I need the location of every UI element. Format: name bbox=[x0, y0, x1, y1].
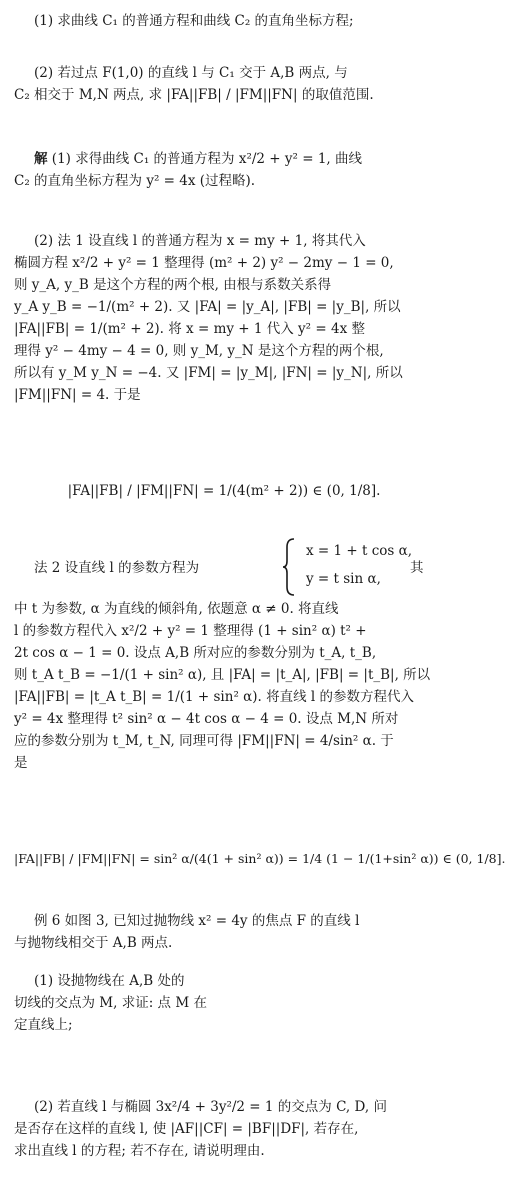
example-6-part-2 bbox=[14, 1096, 434, 1162]
text-line: y_A y_B = −1/(m² + 2). 又 |FA| = |y_A|, |FB| = |y_B|, 所以 bbox=[14, 299, 401, 315]
text-line: l 的参数方程代入 x²/2 + y² = 1 整理得 (1 + sin² α) t² + bbox=[14, 623, 367, 639]
display-equation-1 bbox=[14, 480, 434, 502]
method-2-system bbox=[14, 537, 434, 597]
text-line: 切线的交点为 M, 求证: 点 M 在 bbox=[14, 995, 207, 1011]
text-line: 中 t 为参数, α 为直线的倾斜角, 依题意 α ≠ 0. 将直线 bbox=[14, 601, 339, 617]
solution-label: 解 bbox=[34, 151, 48, 167]
example-6-part-1 bbox=[14, 970, 434, 1036]
text-line: |FA||FB| = |t_A t_B| = 1/(1 + sin² α). 将直线 l 的参数方程代入 bbox=[14, 689, 415, 705]
display-equation-2 bbox=[14, 848, 505, 870]
text-line: 应的参数分别为 t_M, t_N, 同理可得 |FM||FN| = 4/sin² α. 于 bbox=[14, 733, 394, 749]
example-6 bbox=[14, 910, 434, 954]
solution-part-1 bbox=[14, 148, 434, 192]
text-line: (1) 设抛物线在 A,B 处的 bbox=[34, 973, 185, 989]
text-line: 是否存在这样的直线 l, 使 |AF||CF| = |BF||DF|, 若存在, bbox=[14, 1121, 359, 1137]
text-line: |FM||FN| = 4. 于是 bbox=[14, 387, 141, 403]
solution-text: (1) 求得曲线 C₁ 的普通方程为 x²/2 + y² = 1, 曲线 bbox=[51, 151, 362, 167]
text-line: 求出直线 l 的方程; 若不存在, 请说明理由. bbox=[14, 1143, 265, 1159]
text-line: 所以有 y_M y_N = −4. 又 |FM| = |y_M|, |FN| = |y_N|, 所以 bbox=[14, 365, 403, 381]
system-equation-x: x = 1 + t cos α, bbox=[306, 543, 413, 559]
text-line bbox=[14, 148, 434, 170]
system-tail-text: 其 bbox=[410, 560, 424, 576]
text-line: 例 6 如图 3, 已知过抛物线 x² = 4y 的焦点 F 的直线 l bbox=[34, 913, 360, 929]
text-line: (2) 法 1 设直线 l 的普通方程为 x = my + 1, 将其代入 bbox=[34, 233, 366, 249]
text-line: 定直线上; bbox=[14, 1017, 73, 1033]
equation-line: |FA||FB| / |FM||FN| = sin² α/(4(1 + sin² α)) = 1/4 (1 − 1/(1+sin² α)) ∈ (0, 1/8]. bbox=[14, 851, 505, 866]
system-equation-y: y = t sin α, bbox=[306, 571, 381, 587]
text-line: (2) 若直线 l 与椭圆 3x²/4 + 3y²/2 = 1 的交点为 C, D, 问 bbox=[34, 1099, 387, 1115]
text-line: 则 t_A t_B = −1/(1 + sin² α), 且 |FA| = |t_A|, |FB| = |t_B|, 所以 bbox=[14, 667, 431, 683]
text-line: 理得 y² − 4my − 4 = 0, 则 y_M, y_N 是这个方程的两个根, bbox=[14, 343, 384, 359]
method-1 bbox=[14, 230, 434, 406]
question-part-1 bbox=[14, 10, 434, 32]
equation-line: |FA||FB| / |FM||FN| = 1/(4(m² + 2)) ∈ (0, 1/8]. bbox=[67, 483, 381, 499]
left-brace-icon bbox=[282, 537, 296, 597]
method-2-label: 法 2 设直线 l 的参数方程为 bbox=[34, 560, 200, 576]
text-line: C₂ 的直角坐标方程为 y² = 4x (过程略). bbox=[14, 173, 256, 189]
text-line: C₂ 相交于 M,N 两点, 求 |FA||FB| / |FM||FN| 的取值范围. bbox=[14, 87, 374, 103]
text-line: |FA||FB| = 1/(m² + 2). 将 x = my + 1 代入 y² = 4x 整 bbox=[14, 321, 365, 337]
text-line: (2) 若过点 F(1,0) 的直线 l 与 C₁ 交于 A,B 两点, 与 bbox=[34, 65, 348, 81]
text-line: 则 y_A, y_B 是这个方程的两个根, 由根与系数关系得 bbox=[14, 277, 332, 293]
text-line: 与抛物线相交于 A,B 两点. bbox=[14, 935, 173, 951]
question-part-2 bbox=[14, 62, 434, 106]
text-line: 是 bbox=[14, 755, 28, 771]
text-line: 2t cos α − 1 = 0. 设点 A,B 所对应的参数分别为 t_A, t_B, bbox=[14, 645, 377, 661]
text-line: y² = 4x 整理得 t² sin² α − 4t cos α − 4 = 0. 设点 M,N 所对 bbox=[14, 711, 399, 727]
text-line: (1) 求曲线 C₁ 的普通方程和曲线 C₂ 的直角坐标方程; bbox=[34, 13, 354, 29]
text-line: 椭圆方程 x²/2 + y² = 1 整理得 (m² + 2) y² − 2my − 1 = 0, bbox=[14, 255, 394, 271]
method-2 bbox=[14, 598, 434, 774]
